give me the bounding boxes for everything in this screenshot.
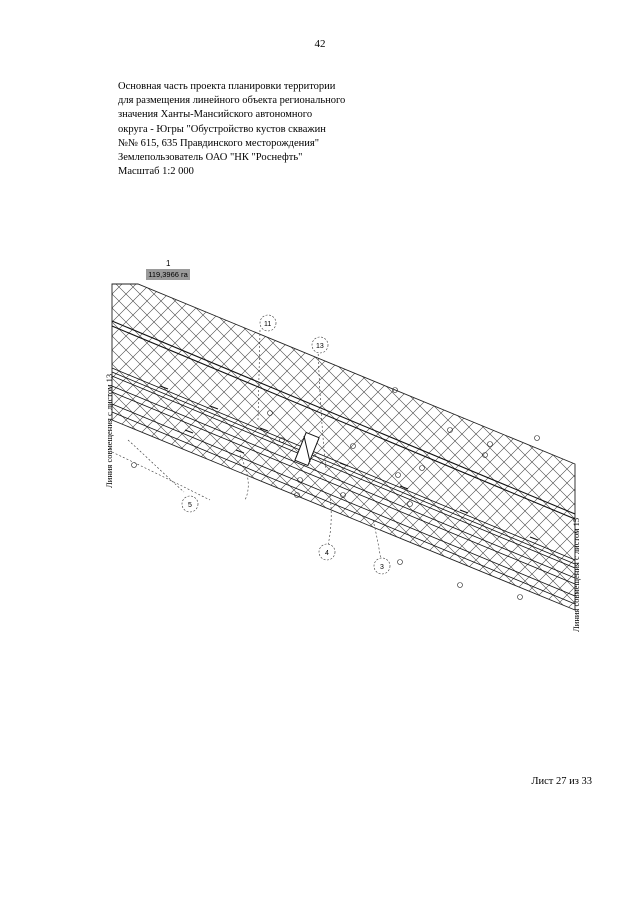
scale-line: Масштаб 1:2 000 bbox=[118, 166, 194, 178]
point-label: 5 bbox=[188, 502, 192, 509]
match-line-left-label: Линия совмещения с листом 13 bbox=[104, 373, 114, 488]
point-label: 13 bbox=[316, 343, 324, 350]
area-id-label: 1 bbox=[166, 259, 171, 268]
title-line: №№ 615, 635 Правдинского месторождения" bbox=[118, 137, 319, 149]
point-label: 11 bbox=[264, 321, 272, 328]
point-label: 4 bbox=[325, 550, 329, 557]
title-line: Землепользователь ОАО "НК "Роснефть" bbox=[118, 152, 303, 164]
title-line: значения Ханты-Мансийского автономного bbox=[118, 109, 313, 121]
territory-zone bbox=[112, 284, 575, 610]
sheet-number: Лист 27 из 33 bbox=[531, 776, 592, 787]
point-label: 3 bbox=[380, 564, 384, 571]
area-label: 119,3966 га bbox=[146, 269, 190, 280]
title-line: округа - Югры "Обустройство кустов скважин bbox=[118, 123, 326, 135]
title-line: для размещения линейного объекта регионального bbox=[118, 95, 346, 107]
page-number: 42 bbox=[314, 38, 326, 50]
title-line: Основная часть проекта планировки территории bbox=[118, 81, 336, 92]
match-line-right-label: Линия совмещения с листом 15 bbox=[571, 517, 581, 632]
